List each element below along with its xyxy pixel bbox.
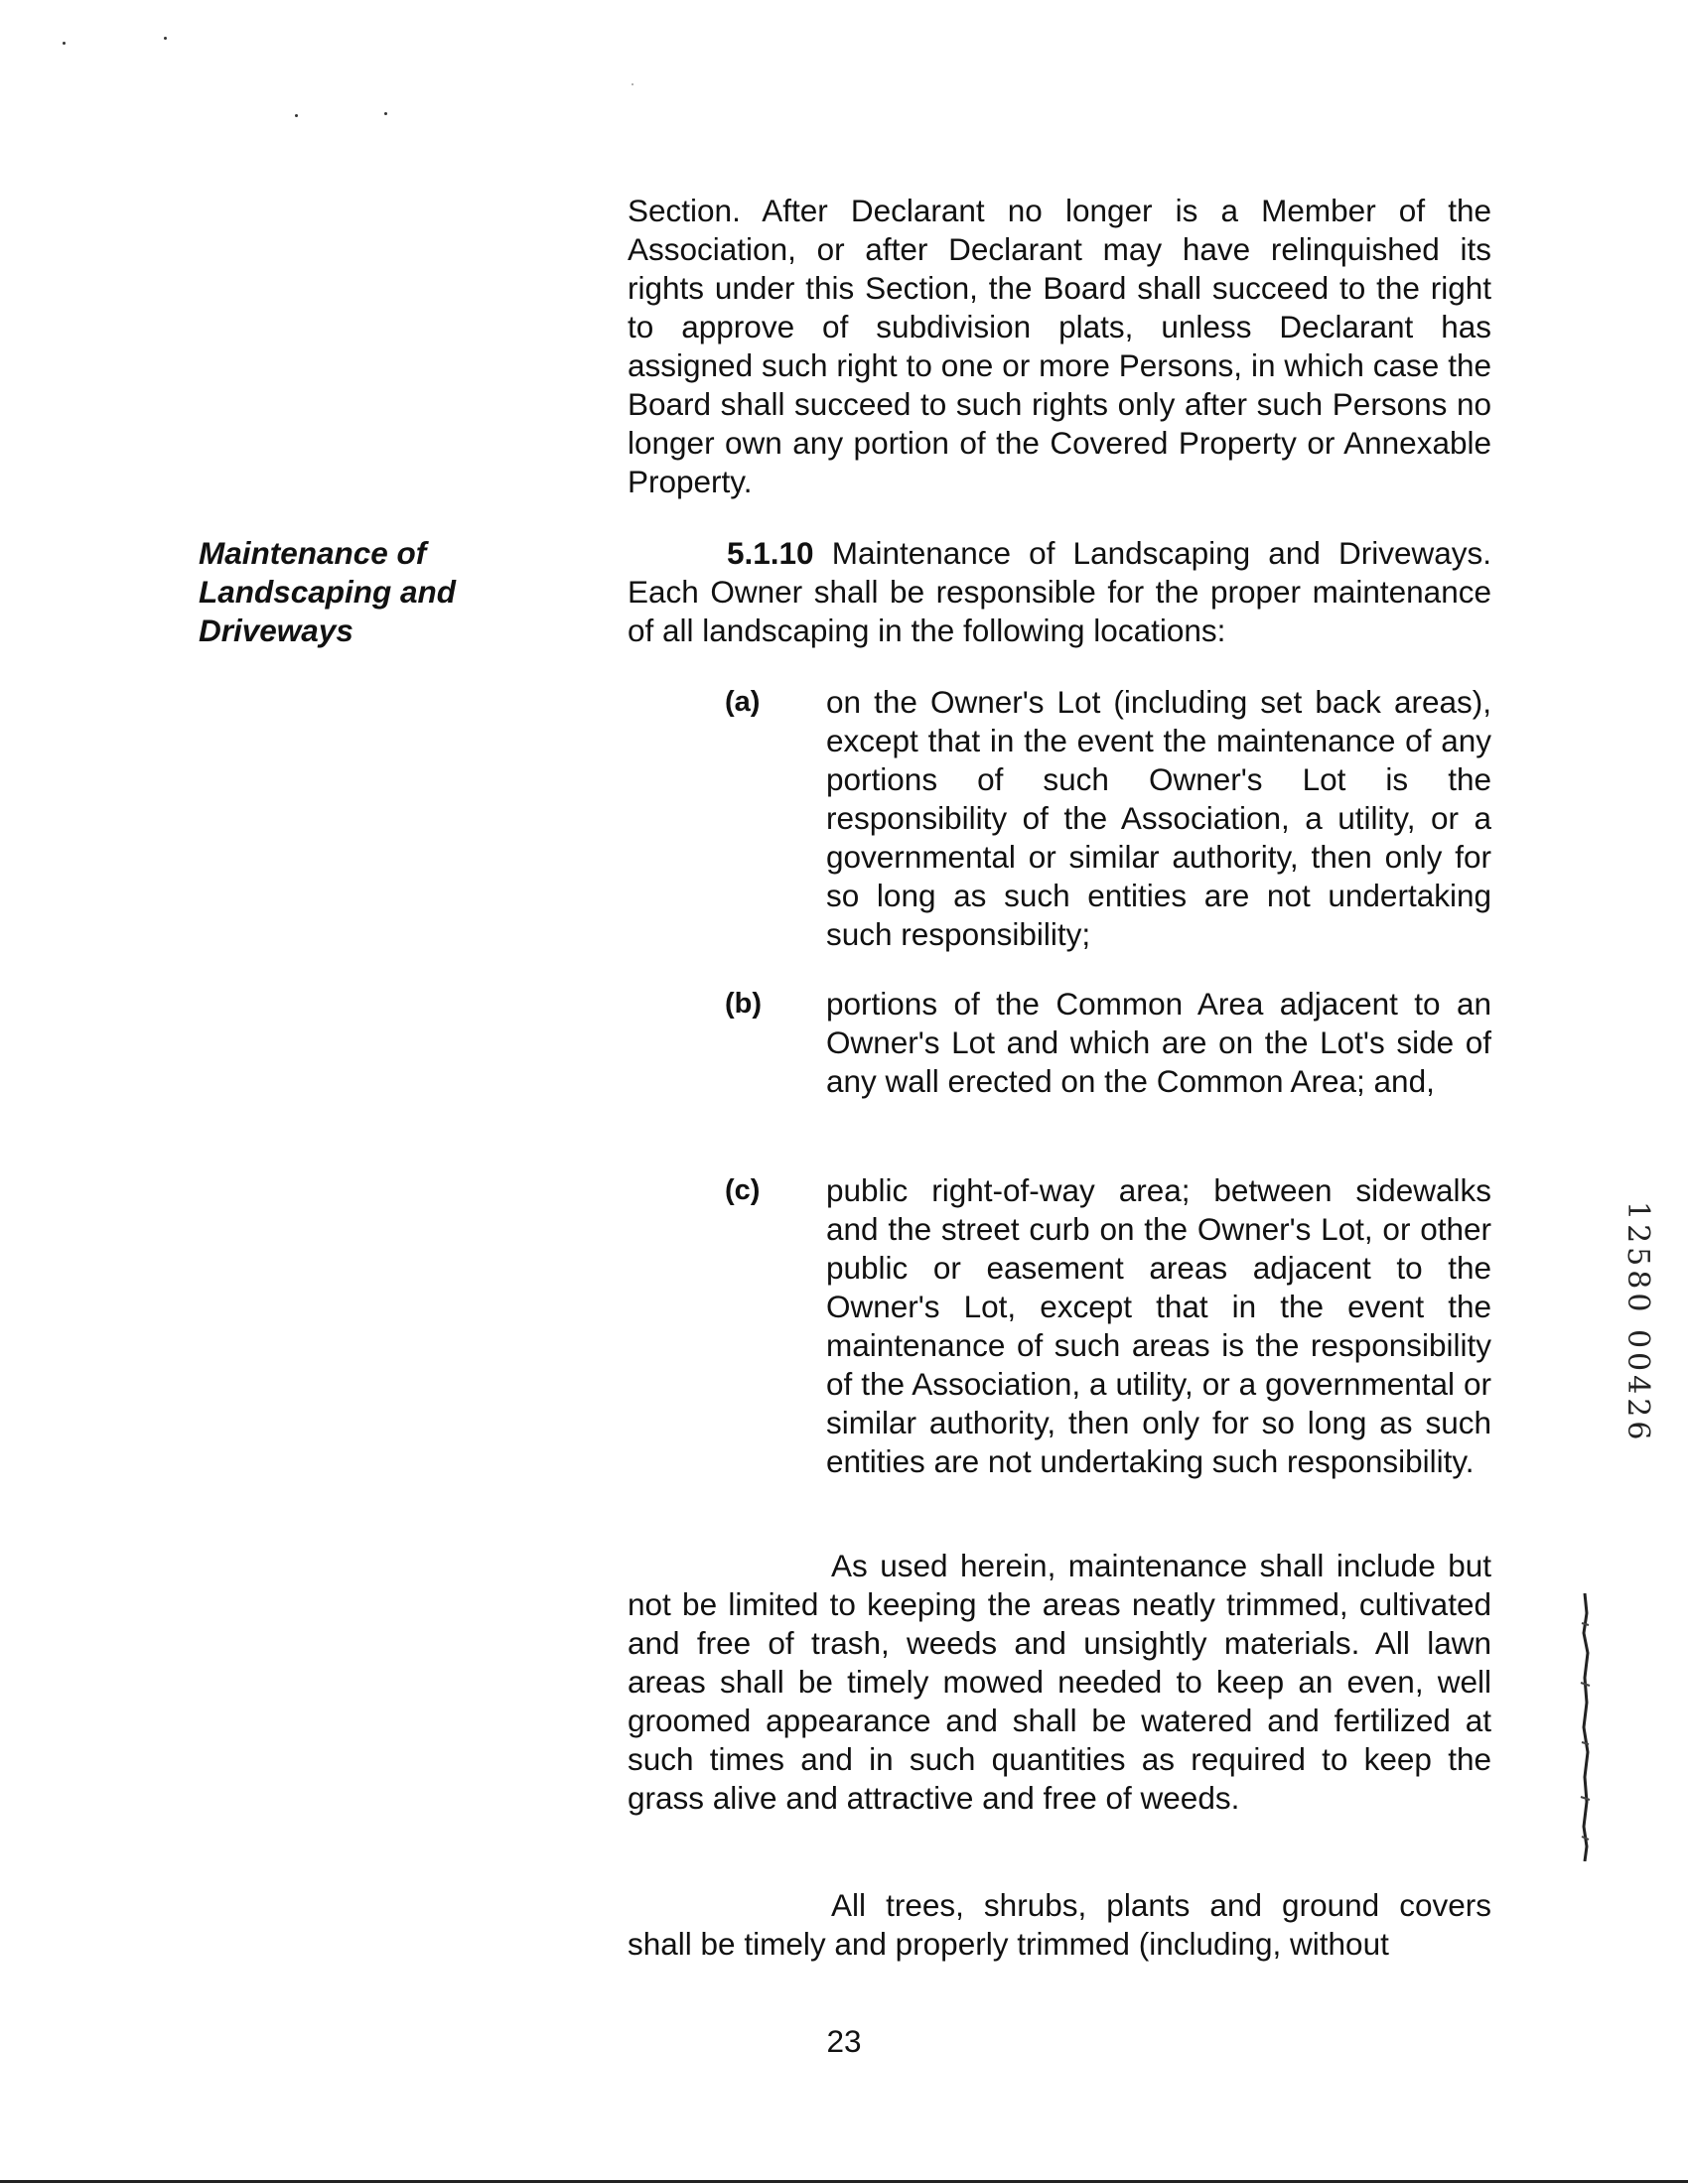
intro-paragraph: Section. After Declarant no longer is a Member of the Association, or after Declarant may have relinquished its rights under this Section, the Board shall succeed to the right to approve of subdivision plats, unless Declarant has assigned such right to one or more Persons, in which case the Board shall succeed to such rights only after such Persons no longer own any portion of the Covered Property or Annexable Property. bbox=[628, 193, 1491, 499]
section-5-1-10 bbox=[628, 534, 1491, 650]
side-heading-line: Landscaping and bbox=[199, 574, 457, 610]
trees-paragraph-text: All trees, shrubs, plants and ground covers shall be timely and properly trimmed (including, without bbox=[628, 1887, 1491, 1962]
side-heading-line: Maintenance of bbox=[199, 535, 427, 571]
trees-paragraph bbox=[628, 1886, 1491, 1964]
side-heading-line: Driveways bbox=[199, 613, 353, 648]
scan-speck bbox=[164, 37, 167, 40]
side-heading bbox=[199, 534, 516, 650]
list-item-label: (c) bbox=[725, 1174, 761, 1206]
section-title: Maintenance of Landscaping and Driveways. bbox=[831, 535, 1491, 571]
scan-speck bbox=[384, 112, 387, 115]
recording-stamp: 12580 00426 bbox=[1620, 1201, 1655, 1444]
list-item-text: public right-of-way area; between sidewalks and the street curb on the Owner's Lot, or other public or easement areas adjacent to the Owner's Lot, except that in the event the maintenance of such areas is the responsibility of the Association, a utility, or a governmental or similar authority, then only for so long as such entities are not undertaking such responsibility. bbox=[826, 1172, 1491, 1479]
list-item-label: (b) bbox=[725, 988, 763, 1020]
binding-edge-mark bbox=[1579, 1593, 1593, 1861]
scan-speck bbox=[295, 114, 298, 117]
scan-bottom-edge bbox=[0, 2180, 1688, 2183]
maintenance-paragraph-text: As used herein, maintenance shall include but not be limited to keeping the areas neatly trimmed, cultivated and free of trash, weeds and unsightly materials. All lawn areas shall be timely mowed needed to keep an even, well groomed appearance and shall be watered and fertilized at such times and in such quantities as required to keep the grass alive and attractive and free of weeds. bbox=[628, 1548, 1491, 1816]
page-number: 23 bbox=[826, 2023, 862, 2059]
list-item-text: portions of the Common Area adjacent to an Owner's Lot and which are on the Lot's side of any wall erected on the Common Area; and, bbox=[826, 986, 1491, 1099]
list-item-label: (a) bbox=[725, 686, 761, 718]
list-item-text: on the Owner's Lot (including set back areas), except that in the event the maintenance of any portions of such Owner's Lot is the responsibility of the Association, a utility, or a governmental or similar authority, then only for so long as such entities are not undertaking such responsibility; bbox=[826, 684, 1491, 952]
scan-speck bbox=[632, 83, 633, 85]
scan-speck bbox=[63, 42, 66, 45]
maintenance-paragraph bbox=[628, 1547, 1491, 1818]
section-number: 5.1.10 bbox=[727, 535, 814, 571]
section-body: Each Owner shall be responsible for the proper maintenance of all landscaping in the following locations: bbox=[628, 574, 1491, 648]
